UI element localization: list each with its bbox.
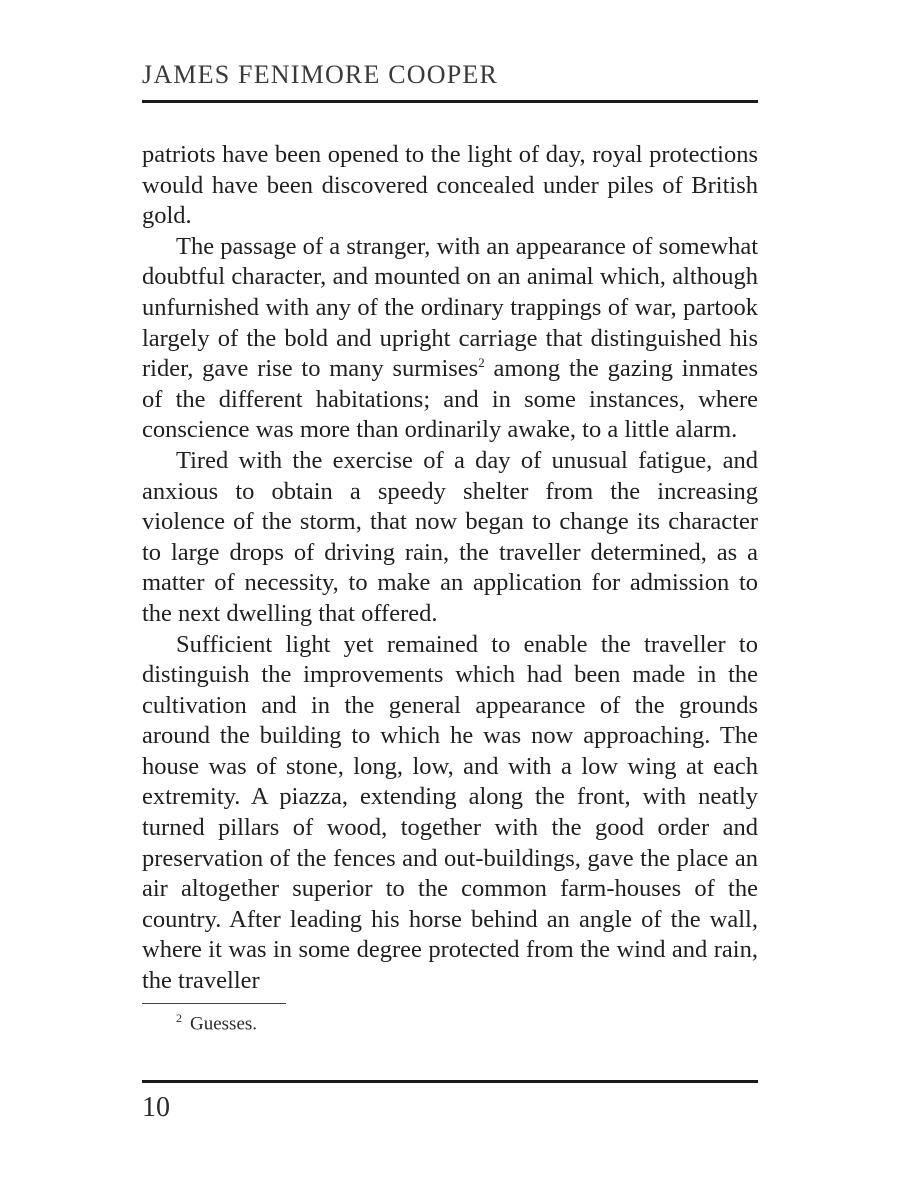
paragraph-4: Sufficient light yet remained to enable the traveller to distinguish the improvements which had been made in the cultivation and in the general appearance of the grounds around the building to which he was now approaching. The house was of stone, long, low, and with a low wing at each extremity. A piazza, extending along the front, with neatly turned pillars of wood, together with the good order and preservation of the fences and out-buildings, gave the place an air altogether superior to the common farm-houses of the country. After leading his horse behind an angle of the wall, where it was in some degree protected from the wind and rain, the traveller [142,630,758,995]
paragraph-1: patriots have been opened to the light of day, royal protections would have been discovered concealed under piles of British gold. [142,141,758,230]
body-text [142,140,758,997]
footnote-text: Guesses. [190,1013,258,1035]
footnote [176,1011,257,1035]
paragraph-2-text-cont: among the gazing inmates of the different habitations; and in some instances, where conscience was more than ordinarily awake, to a little alarm. [142,355,758,444]
running-head: JAMES FENIMORE COOPER [142,60,499,89]
paragraph-2-text: The passage of a stranger, with an appearance of somewhat doubtful character, and mounted on an animal which, although unfurnished with any of the ordinary trappings of war, partook largely of the bold and upright carriage that distinguished his rider, gave rise to many surmises [142,232,758,383]
paragraph-3: Tired with the exercise of a day of unusual fatigue, and anxious to obtain a speedy shelter from the increasing violence of the storm, that now began to change its character to large drops of driving rain, the traveller determined, as a matter of necessity, to make an application for admission to the next dwelling that offered. [142,446,758,627]
page-number: 10 [142,1092,170,1123]
header-rule [142,100,758,103]
footnote-number: 2 [176,1011,182,1025]
footer-rule [142,1080,758,1083]
footnote-rule [142,1003,286,1004]
paragraph-2 [142,232,758,446]
footnote-reference: 2 [478,355,485,370]
